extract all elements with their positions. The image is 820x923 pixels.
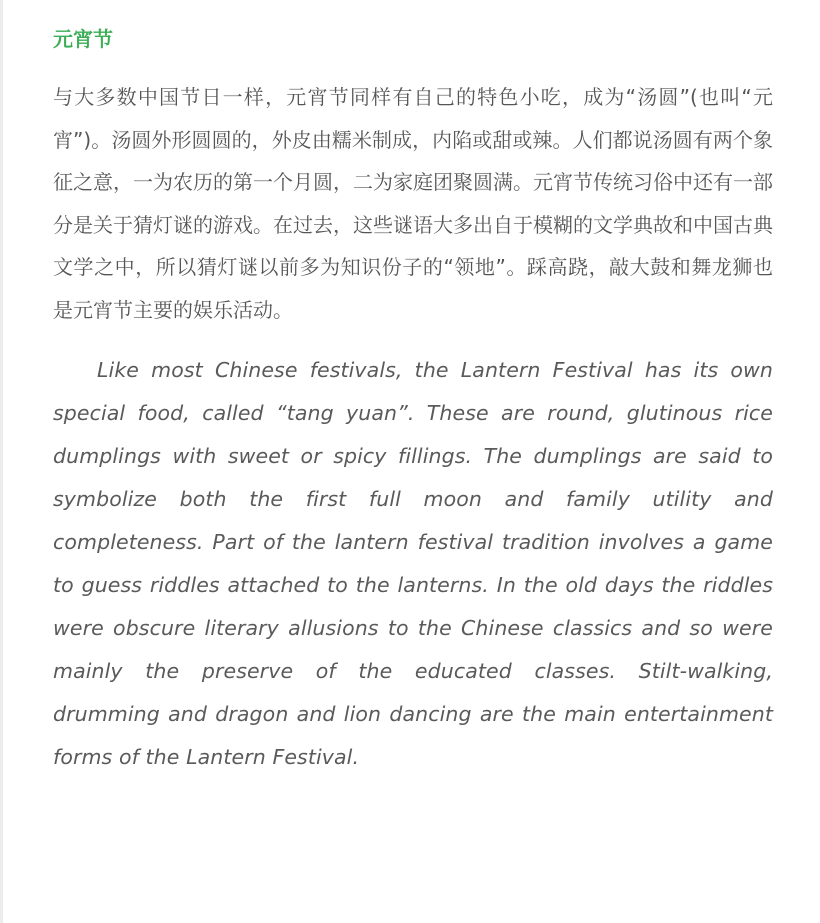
article-title: 元宵节 (53, 27, 113, 51)
page-left-border (0, 0, 3, 923)
article (53, 24, 773, 779)
chinese-paragraph: 与大多数中国节日一样，元宵节同样有自己的特色小吃，成为“汤圆”(也叫“元宵”)。汤圆外形圆圆的，外皮由糯米制成，内陷或甜或辣。人们都说汤圆有两个象征之意，一为农历的第一个月圆，二为家庭团聚圆满。元宵节传统习俗中还有一部分是关于猜灯谜的游戏。在过去，这些谜语大多出自于模糊的文学典故和中国古典文学之中，所以猜灯谜以前多为知识份子的“领地”。踩高跷，敲大鼓和舞龙狮也是元宵节主要的娱乐活动。 (53, 85, 773, 322)
english-paragraph: Like most Chinese festivals, the Lantern Festival has its own special food, called “tang yuan”. These are round, glutinous rice dumplings with sweet or spicy fillings. The dumplings are said to symbolize both the first full moon and family utility and completeness. Part of the lantern festival tradition involves a game to guess riddles attached to the lanterns. In the old days the riddles were obscure literary allusions to the Chinese classics and so were mainly the preserve of the educated classes. Stilt-walking, drumming and dragon and lion dancing are the main entertainment forms of the Lantern Festival. (53, 358, 773, 769)
